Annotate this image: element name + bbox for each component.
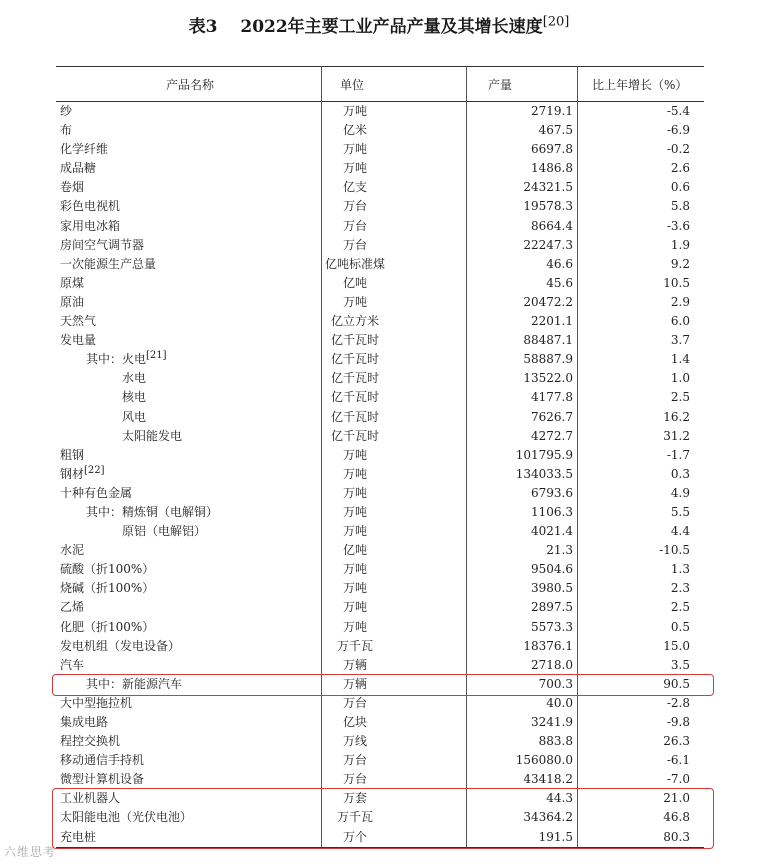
cell-product-name: 原煤 [60,275,85,290]
cell-unit: 万台 [342,218,367,233]
cell-output: 4272.7 [531,428,573,443]
cell-growth: 0.3 [670,466,690,481]
cell-output: 20472.2 [523,294,573,309]
cell-growth: 6.0 [670,314,690,329]
cell-growth: 10.5 [663,275,690,290]
cell-unit: 万辆 [342,676,367,691]
cell-growth: 1.9 [670,237,690,252]
cell-output: 24321.5 [523,180,573,195]
cell-product-name: 家用电冰箱 [60,218,121,233]
cell-product-name: 其中：火电[21] [86,350,167,367]
table-row [56,541,704,560]
table-row [56,694,704,713]
cell-output: 883.8 [538,734,573,749]
cell-growth: -1.7 [666,447,690,462]
cell-growth: 4.4 [670,524,690,539]
cell-product-name: 化肥（折100%） [60,619,155,634]
cell-output: 5573.3 [531,619,573,634]
cell-output: 4177.8 [531,390,573,405]
cell-product-name: 乙烯 [60,600,85,615]
title-footnote-ref: [20] [542,14,570,30]
cell-growth: 46.8 [663,810,690,825]
cell-output: 18376.1 [523,638,573,653]
cell-unit: 亿吨 [342,543,367,558]
cell-product-name: 发电机组（发电设备） [60,638,181,653]
table-row [56,217,704,236]
table-row [56,579,704,598]
table-row [56,178,704,197]
table-row [56,637,704,656]
cell-output: 2897.5 [531,600,573,615]
table-row [56,293,704,312]
cell-product-name: 移动通信手持机 [60,753,145,768]
cell-output: 46.6 [546,256,573,271]
table-row [56,732,704,751]
cell-unit: 万台 [342,199,367,214]
cell-growth: 1.0 [670,371,690,386]
cell-growth: 2.5 [670,390,690,405]
cell-growth: -5.4 [666,104,690,118]
cell-product-name: 水泥 [60,543,85,558]
cell-product-name: 太阳能发电 [122,428,183,443]
cell-product-name: 原油 [60,294,85,309]
cell-unit: 万吨 [342,485,367,500]
cell-growth: 16.2 [663,409,690,424]
cell-unit: 万吨 [342,562,367,577]
cell-product-name: 房间空气调节器 [60,237,145,252]
cell-output: 8664.4 [531,218,573,233]
table-header [56,66,704,102]
table-row [56,255,704,274]
column-divider [577,66,578,847]
table-row [56,675,704,694]
cell-growth: 2.6 [670,161,690,176]
cell-output: 9504.6 [531,562,573,577]
cell-unit: 万吨 [342,600,367,615]
footnote-ref: [21] [146,350,167,362]
cell-growth: -3.6 [666,218,690,233]
cell-output: 3241.9 [531,715,573,729]
cell-unit: 万千瓦 [336,810,373,825]
cell-growth: 3.7 [670,333,690,348]
table-row [56,446,704,465]
cell-output: 44.3 [546,791,573,806]
table-row [56,484,704,503]
cell-product-name: 集成电路 [60,715,109,729]
cell-unit: 万套 [342,791,367,806]
production-table [56,66,704,847]
column-divider [321,66,322,847]
cell-growth: 9.2 [670,256,690,271]
cell-product-name: 风电 [122,409,147,424]
cell-growth: 1.3 [670,562,690,577]
footnote-ref: [22] [84,464,105,476]
cell-unit: 万台 [342,753,367,768]
table-row [56,713,704,732]
cell-unit: 万线 [342,734,367,749]
table-row [56,159,704,178]
cell-unit: 万千瓦 [336,638,373,653]
cell-product-name: 十种有色金属 [60,485,133,500]
cell-product-name: 天然气 [60,314,97,329]
cell-growth: 90.5 [663,676,690,691]
cell-growth: 1.4 [670,352,690,367]
table-row [56,560,704,579]
table-row [56,522,704,541]
table-row [56,789,704,808]
table-bottom-rule [56,847,704,848]
cell-unit: 亿吨 [342,275,367,290]
cell-output: 4021.4 [531,524,573,539]
cell-output: 2718.0 [531,657,573,672]
table-row [56,427,704,446]
cell-growth: 2.5 [670,600,690,615]
cell-product-name: 太阳能电池（光伏电池） [60,810,193,825]
cell-unit: 万台 [342,695,367,710]
cell-product-name: 程控交换机 [60,734,121,749]
cell-product-name: 卷烟 [60,180,85,195]
cell-product-name: 微型计算机设备 [60,772,145,787]
cell-output: 1106.3 [531,504,573,519]
table-row [56,656,704,675]
cell-output: 467.5 [538,123,573,138]
cell-output: 2201.1 [531,314,573,329]
cell-unit: 万吨 [342,524,367,539]
table-row [56,140,704,159]
cell-output: 156080.0 [515,753,573,768]
table-row [56,197,704,216]
cell-product-name: 其中：精炼铜（电解铜） [86,504,219,519]
cell-output: 43418.2 [523,772,573,787]
cell-growth: 0.6 [670,180,690,195]
cell-output: 88487.1 [523,333,573,348]
cell-growth: 21.0 [663,791,690,806]
cell-output: 21.3 [546,543,573,558]
cell-output: 191.5 [538,829,573,844]
cell-growth: -7.0 [666,772,690,787]
cell-unit: 亿千瓦时 [330,428,379,443]
cell-growth: -9.8 [666,715,690,729]
cell-output: 22247.3 [523,237,573,252]
cell-product-name: 彩色电视机 [60,199,121,214]
table-row [56,388,704,407]
cell-product-name: 硫酸（折100%） [60,562,155,577]
cell-unit: 万台 [342,237,367,252]
cell-product-name: 化学纤维 [60,142,109,157]
cell-product-name: 大中型拖拉机 [60,695,133,710]
table-row [56,121,704,140]
cell-output: 6697.8 [531,142,573,157]
cell-unit: 万台 [342,772,367,787]
cell-product-name: 其中：新能源汽车 [86,676,183,691]
table-row [56,770,704,789]
cell-growth: -2.8 [666,695,690,710]
cell-output: 700.3 [538,676,573,691]
cell-growth: 80.3 [663,829,690,844]
cell-growth: -6.9 [666,123,690,138]
table-title-text: 表3 2022年主要工业产品产量及其增长速度 [188,17,543,37]
cell-growth: 2.3 [670,581,690,596]
cell-product-name: 汽车 [60,657,85,672]
table-row [56,503,704,522]
cell-product-name: 成品糖 [60,161,97,176]
cell-unit: 万辆 [342,657,367,672]
cell-output: 45.6 [546,275,573,290]
cell-output: 34364.2 [523,810,573,825]
cell-output: 40.0 [546,695,573,710]
table-row [56,331,704,350]
column-divider [466,66,467,847]
cell-product-name: 钢材[22] [60,464,105,481]
cell-output: 1486.8 [531,161,573,176]
table-row [56,808,704,827]
cell-product-name: 发电量 [60,333,97,348]
cell-output: 58887.9 [523,352,573,367]
cell-output: 3980.5 [531,581,573,596]
cell-product-name: 水电 [122,371,147,386]
cell-growth: -6.1 [666,753,690,768]
cell-growth: 31.2 [663,428,690,443]
cell-product-name: 粗钢 [60,447,85,462]
cell-product-name: 一次能源生产总量 [60,256,157,271]
cell-product-name: 烧碱（折100%） [60,581,155,596]
cell-growth: 5.5 [670,504,690,519]
cell-unit: 万吨 [342,142,367,157]
cell-unit: 万吨 [342,104,367,118]
table-row [56,465,704,484]
header-product-name: 产品名称 [166,78,215,92]
cell-unit: 万吨 [342,581,367,596]
cell-product-name: 原铝（电解铝） [122,524,207,539]
table-row [56,369,704,388]
cell-unit: 万吨 [342,466,367,481]
cell-output: 7626.7 [531,409,573,424]
cell-product-name: 核电 [122,390,147,405]
cell-growth: -10.5 [659,543,690,558]
cell-unit: 亿千瓦时 [330,352,379,367]
cell-product-name: 工业机器人 [60,791,121,806]
cell-output: 101795.9 [515,447,573,462]
cell-unit: 亿千瓦时 [330,390,379,405]
table-row [56,618,704,637]
cell-unit: 万吨 [342,447,367,462]
cell-unit: 万吨 [342,504,367,519]
cell-unit: 亿米 [342,123,367,138]
cell-growth: 2.9 [670,294,690,309]
cell-unit: 万吨 [342,619,367,634]
header-growth: 比上年增长（%） [592,78,688,92]
header-unit: 单位 [340,78,365,92]
cell-unit: 亿支 [342,180,367,195]
cell-growth: 5.8 [670,199,690,214]
cell-unit: 万吨 [342,294,367,309]
cell-output: 134033.5 [515,466,573,481]
cell-output: 19578.3 [523,199,573,214]
cell-growth: -0.2 [666,142,690,157]
header-output: 产量 [488,78,513,92]
cell-output: 2719.1 [531,104,573,118]
table-title [0,12,758,37]
cell-unit: 万吨 [342,161,367,176]
cell-growth: 3.5 [670,657,690,672]
cell-growth: 4.9 [670,485,690,500]
table-row [56,828,704,847]
cell-unit: 亿千瓦时 [330,409,379,424]
cell-product-name: 纱 [60,104,73,118]
table-row [56,598,704,617]
table-row [56,350,704,369]
cell-output: 13522.0 [523,371,573,386]
table-row [56,408,704,427]
cell-growth: 0.5 [670,619,690,634]
cell-product-name: 充电桩 [60,829,97,844]
table-row [56,274,704,293]
cell-unit: 亿千瓦时 [330,371,379,386]
table-row [56,236,704,255]
table-row [56,312,704,331]
cell-unit: 亿立方米 [330,314,379,329]
cell-output: 6793.6 [531,485,573,500]
table-body [56,102,704,847]
watermark: 六维思考 [4,845,57,859]
cell-unit: 亿千瓦时 [330,333,379,348]
cell-growth: 26.3 [663,734,690,749]
cell-product-name: 布 [60,123,73,138]
cell-unit: 亿块 [342,715,367,729]
cell-unit: 亿吨标准煤 [324,256,385,271]
table-row [56,751,704,770]
table-row [56,102,704,121]
cell-unit: 万个 [342,829,367,844]
cell-growth: 15.0 [663,638,690,653]
